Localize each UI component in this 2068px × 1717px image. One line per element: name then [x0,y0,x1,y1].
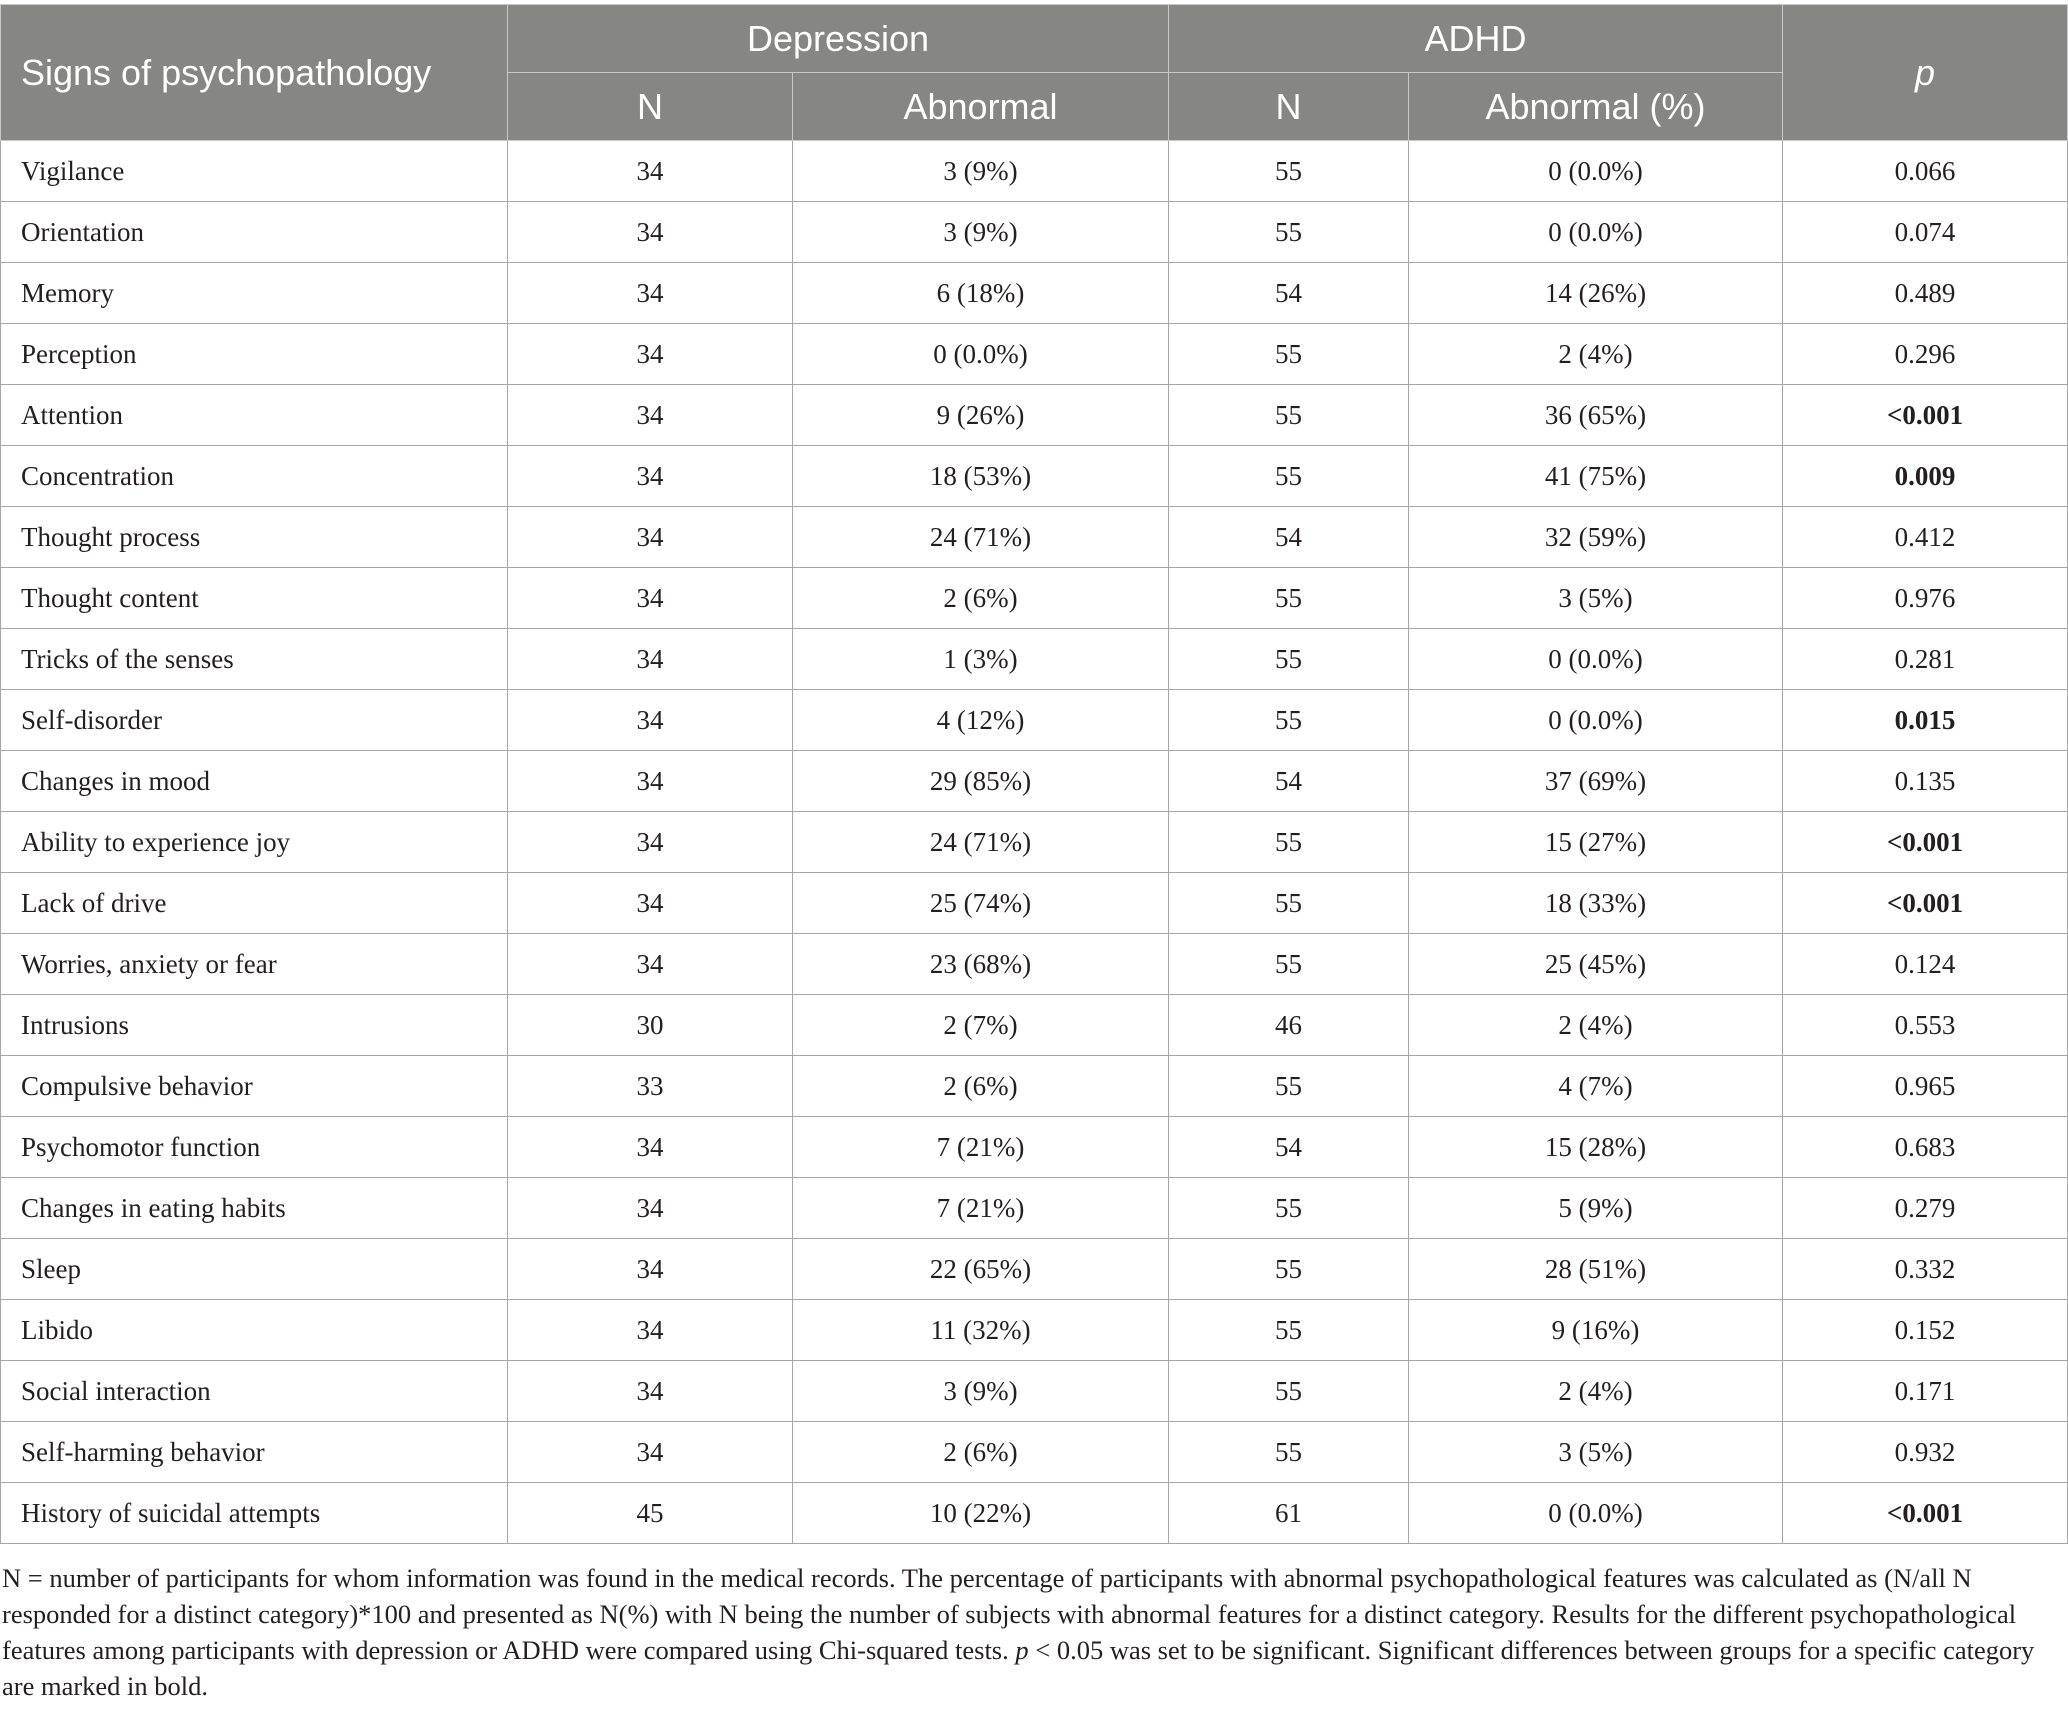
cell-depression-n: 34 [508,751,793,812]
table-row [1,263,2068,324]
cell-depression-abnormal: 24 (71%) [793,812,1169,873]
cell-adhd-n: 55 [1169,1300,1409,1361]
cell-p-value: 0.332 [1783,1239,2068,1300]
footnote-p-symbol: p [1015,1635,1029,1665]
cell-sign: History of suicidal attempts [1,1483,508,1544]
header-adhd-n: N [1169,73,1409,141]
table-row [1,202,2068,263]
cell-depression-abnormal: 10 (22%) [793,1483,1169,1544]
cell-adhd-n: 55 [1169,141,1409,202]
cell-sign: Concentration [1,446,508,507]
cell-sign: Compulsive behavior [1,1056,508,1117]
cell-depression-n: 34 [508,385,793,446]
cell-adhd-n: 55 [1169,1361,1409,1422]
cell-depression-abnormal: 29 (85%) [793,751,1169,812]
table-row [1,446,2068,507]
table-row [1,1300,2068,1361]
cell-adhd-n: 55 [1169,873,1409,934]
table-row [1,141,2068,202]
cell-adhd-abnormal: 3 (5%) [1409,1422,1783,1483]
cell-adhd-abnormal: 0 (0.0%) [1409,202,1783,263]
cell-p-value: <0.001 [1783,873,2068,934]
cell-adhd-abnormal: 15 (28%) [1409,1117,1783,1178]
cell-adhd-n: 54 [1169,507,1409,568]
cell-p-value: 0.976 [1783,568,2068,629]
cell-depression-n: 34 [508,141,793,202]
cell-adhd-n: 55 [1169,202,1409,263]
footnote-text-1: N = number of participants for whom information was found in the medical records. The percentage of participants with abnormal psychopathological features was calculated as (N/all N responded for a distinct category)*100 and presented as N(%) with N being the number of subjects with abnormal features for a distinct category. Results for the different psychopathological features among participants with depression or ADHD were compared using Chi-squared tests. [2,1563,2017,1665]
cell-adhd-abnormal: 0 (0.0%) [1409,1483,1783,1544]
table-row [1,995,2068,1056]
cell-adhd-abnormal: 0 (0.0%) [1409,690,1783,751]
psychopathology-table [0,4,2068,1544]
cell-p-value: 0.074 [1783,202,2068,263]
cell-depression-abnormal: 7 (21%) [793,1178,1169,1239]
table-row [1,1117,2068,1178]
cell-p-value: <0.001 [1783,812,2068,873]
table-row [1,507,2068,568]
cell-adhd-abnormal: 25 (45%) [1409,934,1783,995]
cell-p-value: 0.009 [1783,446,2068,507]
cell-sign: Changes in eating habits [1,1178,508,1239]
cell-sign: Tricks of the senses [1,629,508,690]
cell-depression-abnormal: 22 (65%) [793,1239,1169,1300]
cell-sign: Intrusions [1,995,508,1056]
cell-depression-abnormal: 9 (26%) [793,385,1169,446]
header-depression: Depression [508,5,1169,73]
cell-depression-n: 34 [508,1239,793,1300]
cell-adhd-abnormal: 28 (51%) [1409,1239,1783,1300]
cell-depression-abnormal: 6 (18%) [793,263,1169,324]
cell-p-value: <0.001 [1783,385,2068,446]
cell-depression-n: 34 [508,1361,793,1422]
cell-sign: Self-disorder [1,690,508,751]
table-row [1,812,2068,873]
cell-adhd-n: 54 [1169,751,1409,812]
table-body [1,141,2068,1544]
cell-p-value: 0.412 [1783,507,2068,568]
table-row [1,934,2068,995]
cell-adhd-abnormal: 18 (33%) [1409,873,1783,934]
cell-sign: Perception [1,324,508,385]
cell-depression-abnormal: 18 (53%) [793,446,1169,507]
cell-depression-n: 34 [508,812,793,873]
cell-depression-abnormal: 24 (71%) [793,507,1169,568]
header-adhd-abnormal: Abnormal (%) [1409,73,1783,141]
cell-p-value: 0.066 [1783,141,2068,202]
cell-p-value: <0.001 [1783,1483,2068,1544]
cell-depression-n: 30 [508,995,793,1056]
cell-depression-abnormal: 3 (9%) [793,202,1169,263]
cell-p-value: 0.015 [1783,690,2068,751]
table-header [1,5,2068,141]
cell-depression-abnormal: 7 (21%) [793,1117,1169,1178]
cell-adhd-n: 55 [1169,1422,1409,1483]
cell-depression-n: 34 [508,446,793,507]
table-footnote [2,1560,2052,1704]
cell-adhd-abnormal: 36 (65%) [1409,385,1783,446]
cell-adhd-n: 54 [1169,263,1409,324]
cell-sign: Orientation [1,202,508,263]
cell-depression-abnormal: 3 (9%) [793,1361,1169,1422]
cell-depression-n: 34 [508,1178,793,1239]
cell-adhd-n: 55 [1169,934,1409,995]
cell-adhd-n: 55 [1169,446,1409,507]
cell-sign: Sleep [1,1239,508,1300]
cell-adhd-abnormal: 32 (59%) [1409,507,1783,568]
cell-depression-n: 34 [508,202,793,263]
table-row [1,1056,2068,1117]
footnote-text-2: < 0.05 was set to be significant. Significant differences between groups for a specific category are marked in bold. [2,1635,2035,1701]
cell-adhd-n: 55 [1169,690,1409,751]
cell-adhd-n: 55 [1169,1239,1409,1300]
cell-adhd-n: 54 [1169,1117,1409,1178]
cell-adhd-abnormal: 15 (27%) [1409,812,1783,873]
cell-sign: Self-harming behavior [1,1422,508,1483]
cell-adhd-n: 55 [1169,1056,1409,1117]
table-row [1,324,2068,385]
cell-depression-n: 34 [508,1117,793,1178]
cell-depression-n: 34 [508,507,793,568]
cell-sign: Attention [1,385,508,446]
table-row [1,629,2068,690]
cell-depression-abnormal: 3 (9%) [793,141,1169,202]
cell-sign: Worries, anxiety or fear [1,934,508,995]
cell-depression-abnormal: 4 (12%) [793,690,1169,751]
cell-depression-n: 34 [508,1300,793,1361]
cell-depression-abnormal: 2 (7%) [793,995,1169,1056]
table-row [1,751,2068,812]
cell-sign: Changes in mood [1,751,508,812]
cell-p-value: 0.135 [1783,751,2068,812]
cell-adhd-abnormal: 2 (4%) [1409,324,1783,385]
cell-adhd-n: 55 [1169,385,1409,446]
cell-adhd-abnormal: 0 (0.0%) [1409,141,1783,202]
cell-depression-n: 34 [508,263,793,324]
cell-adhd-n: 46 [1169,995,1409,1056]
cell-depression-n: 34 [508,1422,793,1483]
cell-adhd-abnormal: 3 (5%) [1409,568,1783,629]
cell-sign: Psychomotor function [1,1117,508,1178]
cell-adhd-abnormal: 37 (69%) [1409,751,1783,812]
cell-sign: Lack of drive [1,873,508,934]
cell-adhd-n: 61 [1169,1483,1409,1544]
cell-depression-n: 34 [508,690,793,751]
cell-depression-abnormal: 2 (6%) [793,568,1169,629]
cell-adhd-abnormal: 4 (7%) [1409,1056,1783,1117]
cell-adhd-n: 55 [1169,324,1409,385]
cell-p-value: 0.965 [1783,1056,2068,1117]
cell-depression-n: 34 [508,629,793,690]
cell-depression-n: 33 [508,1056,793,1117]
cell-sign: Libido [1,1300,508,1361]
cell-adhd-abnormal: 2 (4%) [1409,995,1783,1056]
cell-p-value: 0.152 [1783,1300,2068,1361]
cell-adhd-abnormal: 14 (26%) [1409,263,1783,324]
cell-adhd-abnormal: 9 (16%) [1409,1300,1783,1361]
table-row [1,1483,2068,1544]
cell-p-value: 0.171 [1783,1361,2068,1422]
cell-adhd-n: 55 [1169,812,1409,873]
cell-adhd-n: 55 [1169,568,1409,629]
cell-p-value: 0.553 [1783,995,2068,1056]
cell-adhd-abnormal: 0 (0.0%) [1409,629,1783,690]
cell-depression-n: 45 [508,1483,793,1544]
table-row [1,385,2068,446]
cell-depression-abnormal: 1 (3%) [793,629,1169,690]
header-adhd: ADHD [1169,5,1783,73]
cell-sign: Social interaction [1,1361,508,1422]
cell-depression-abnormal: 11 (32%) [793,1300,1169,1361]
cell-p-value: 0.932 [1783,1422,2068,1483]
cell-p-value: 0.489 [1783,263,2068,324]
cell-sign: Memory [1,263,508,324]
header-depression-n: N [508,73,793,141]
header-p: p [1783,5,2068,141]
cell-adhd-n: 55 [1169,629,1409,690]
cell-sign: Vigilance [1,141,508,202]
cell-sign: Thought process [1,507,508,568]
cell-p-value: 0.279 [1783,1178,2068,1239]
cell-adhd-n: 55 [1169,1178,1409,1239]
cell-p-value: 0.683 [1783,1117,2068,1178]
cell-depression-abnormal: 2 (6%) [793,1422,1169,1483]
table-row [1,1239,2068,1300]
cell-p-value: 0.281 [1783,629,2068,690]
cell-adhd-abnormal: 5 (9%) [1409,1178,1783,1239]
table-row [1,568,2068,629]
cell-adhd-abnormal: 2 (4%) [1409,1361,1783,1422]
header-depression-abnormal: Abnormal [793,73,1169,141]
table-row [1,1422,2068,1483]
cell-depression-abnormal: 25 (74%) [793,873,1169,934]
cell-depression-n: 34 [508,324,793,385]
cell-adhd-abnormal: 41 (75%) [1409,446,1783,507]
table-row [1,1361,2068,1422]
table-row [1,873,2068,934]
cell-depression-n: 34 [508,568,793,629]
cell-depression-abnormal: 0 (0.0%) [793,324,1169,385]
cell-p-value: 0.124 [1783,934,2068,995]
cell-depression-n: 34 [508,934,793,995]
table-row [1,690,2068,751]
cell-depression-abnormal: 2 (6%) [793,1056,1169,1117]
cell-sign: Ability to experience joy [1,812,508,873]
header-signs: Signs of psychopathology [1,5,508,141]
cell-depression-n: 34 [508,873,793,934]
cell-sign: Thought content [1,568,508,629]
table-row [1,1178,2068,1239]
cell-p-value: 0.296 [1783,324,2068,385]
cell-depression-abnormal: 23 (68%) [793,934,1169,995]
